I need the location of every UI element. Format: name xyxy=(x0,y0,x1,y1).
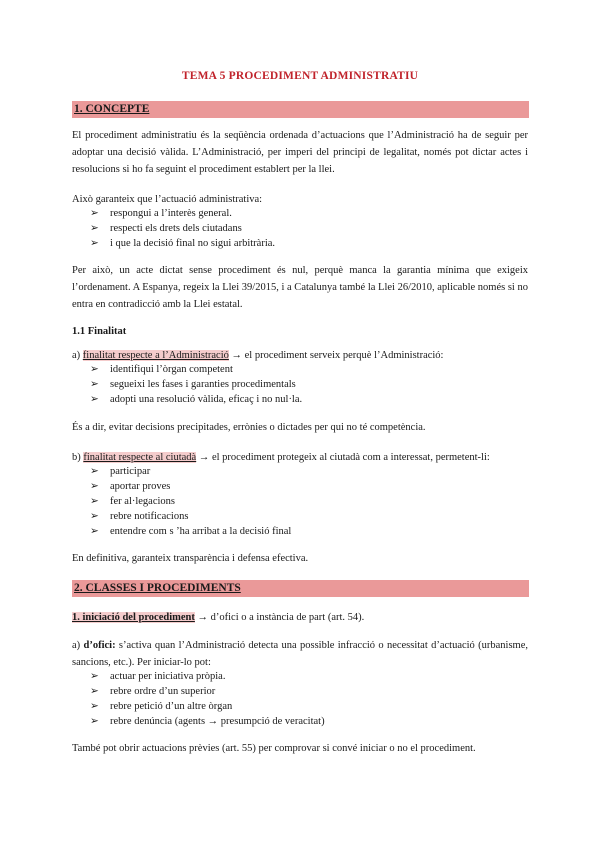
list-item: ➢ rebre notificacions xyxy=(90,511,189,522)
list-item: ➢ rebre denúncia (agents → presumpció de veracitat) xyxy=(90,716,325,727)
ofici-paragraph: a) d’ofici: s’activa quan l’Administració detecta una possible infracció o necessitat d’actuació (urbanisme, sancions, etc.). Per iniciar-lo pot: xyxy=(72,640,528,668)
iniciacio-highlight: 1. iniciació del procediment xyxy=(72,612,195,623)
list-item: ➢ i que la decisió final no sigui arbitrària. xyxy=(90,238,276,249)
list-item: ➢ identifiqui l’òrgan competent xyxy=(90,364,233,375)
list-item: ➢ actuar per iniciativa pròpia. xyxy=(90,671,226,682)
finalitat-b-highlight: finalitat respecte al ciutadà xyxy=(83,452,197,463)
arrow-bullet-icon: ➢ xyxy=(90,466,99,477)
list-item: ➢ rebre ordre d’un superior xyxy=(90,686,216,697)
section-heading-text: 1. CONCEPTE xyxy=(74,103,150,115)
iniciacio-line: 1. iniciació del procediment → d’ofici o a instància de part (art. 54). xyxy=(72,612,365,623)
section-heading-classes xyxy=(72,580,529,597)
finalitat-b-list xyxy=(90,464,291,539)
arrow-bullet-icon: ➢ xyxy=(90,686,99,697)
finalitat-b-summary: En definitiva, garanteix transparència i defensa efectiva. xyxy=(72,553,309,564)
arrow-bullet-icon: ➢ xyxy=(90,716,99,727)
guarantee-lead: Això garanteix que l’actuació administrativa: xyxy=(72,194,263,205)
list-item: ➢ fer al·legacions xyxy=(90,496,176,507)
arrow-bullet-icon: ➢ xyxy=(90,394,99,405)
arrow-bullet-icon: ➢ xyxy=(90,379,99,390)
arrow-bullet-icon: ➢ xyxy=(90,496,99,507)
list-item: ➢ aportar proves xyxy=(90,481,171,492)
list-item: ➢ segueixi les fases i garanties procedimentals xyxy=(90,379,296,390)
concept-paragraph: El procediment administratiu és la seqüència ordenada d’actuacions que l’Administració ha de seguir per adoptar una decisió vàlida. L’Administració, per imperi del principi de legalitat, només pot dictar actes i resolucions si ho fa seguint el procediment establert per la llei. xyxy=(72,130,528,175)
arrow-bullet-icon: ➢ xyxy=(90,208,99,219)
arrow-bullet-icon: ➢ xyxy=(90,364,99,375)
arrow-bullet-icon: ➢ xyxy=(90,238,99,249)
ofici-list xyxy=(90,669,325,729)
arrow-bullet-icon: ➢ xyxy=(90,526,99,537)
list-item: ➢ rebre petició d’un altre òrgan xyxy=(90,701,233,712)
finalitat-a-list xyxy=(90,362,302,407)
list-item: ➢ participar xyxy=(90,466,151,477)
finalitat-a-summary: És a dir, evitar decisions precipitades, errònies o dictades per qui no té competència. xyxy=(72,422,426,433)
arrow-bullet-icon: ➢ xyxy=(90,671,99,682)
arrow-bullet-icon: ➢ xyxy=(90,511,99,522)
finalitat-b-line: b) finalitat respecte al ciutadà → el procediment protegeix al ciutadà com a interessat, permetent-li: xyxy=(72,452,490,463)
list-item: ➢ respongui a l’interès general. xyxy=(90,208,232,219)
list-item: ➢ respecti els drets dels ciutadans xyxy=(90,223,242,234)
section-heading-concepte xyxy=(72,101,529,118)
previous-actions-line: També pot obrir actuacions prèvies (art. 55) per comprovar si convé iniciar o no el procediment. xyxy=(72,743,476,754)
list-item: ➢ adopti una resolució vàlida, eficaç i no nul·la. xyxy=(90,394,303,405)
finalitat-a-highlight: finalitat respecte a l’Administració xyxy=(82,350,229,361)
arrow-bullet-icon: ➢ xyxy=(90,481,99,492)
guarantee-list xyxy=(90,206,275,251)
subheading-finalitat: 1.1 Finalitat xyxy=(72,326,127,337)
arrow-bullet-icon: ➢ xyxy=(90,701,99,712)
arrow-bullet-icon: ➢ xyxy=(90,223,99,234)
list-item: ➢ entendre com s ’ha arribat a la decisió final xyxy=(90,526,292,537)
nullity-paragraph: Per això, un acte dictat sense procediment és nul, perquè manca la garantia mínima que exigeix l’ordenament. A Espanya, regeix la Llei 39/2015, i a Catalunya també la Llei 26/2010, aplicable només si no entra en contradicció amb la Llei estatal. xyxy=(72,265,528,310)
finalitat-a-line: a) finalitat respecte a l’Administració → el procediment serveix perquè l’Administració: xyxy=(72,350,444,361)
section-heading-text: 2. CLASSES I PROCEDIMENTS xyxy=(74,582,241,594)
document-title: TEMA 5 PROCEDIMENT ADMINISTRATIU xyxy=(181,70,419,82)
